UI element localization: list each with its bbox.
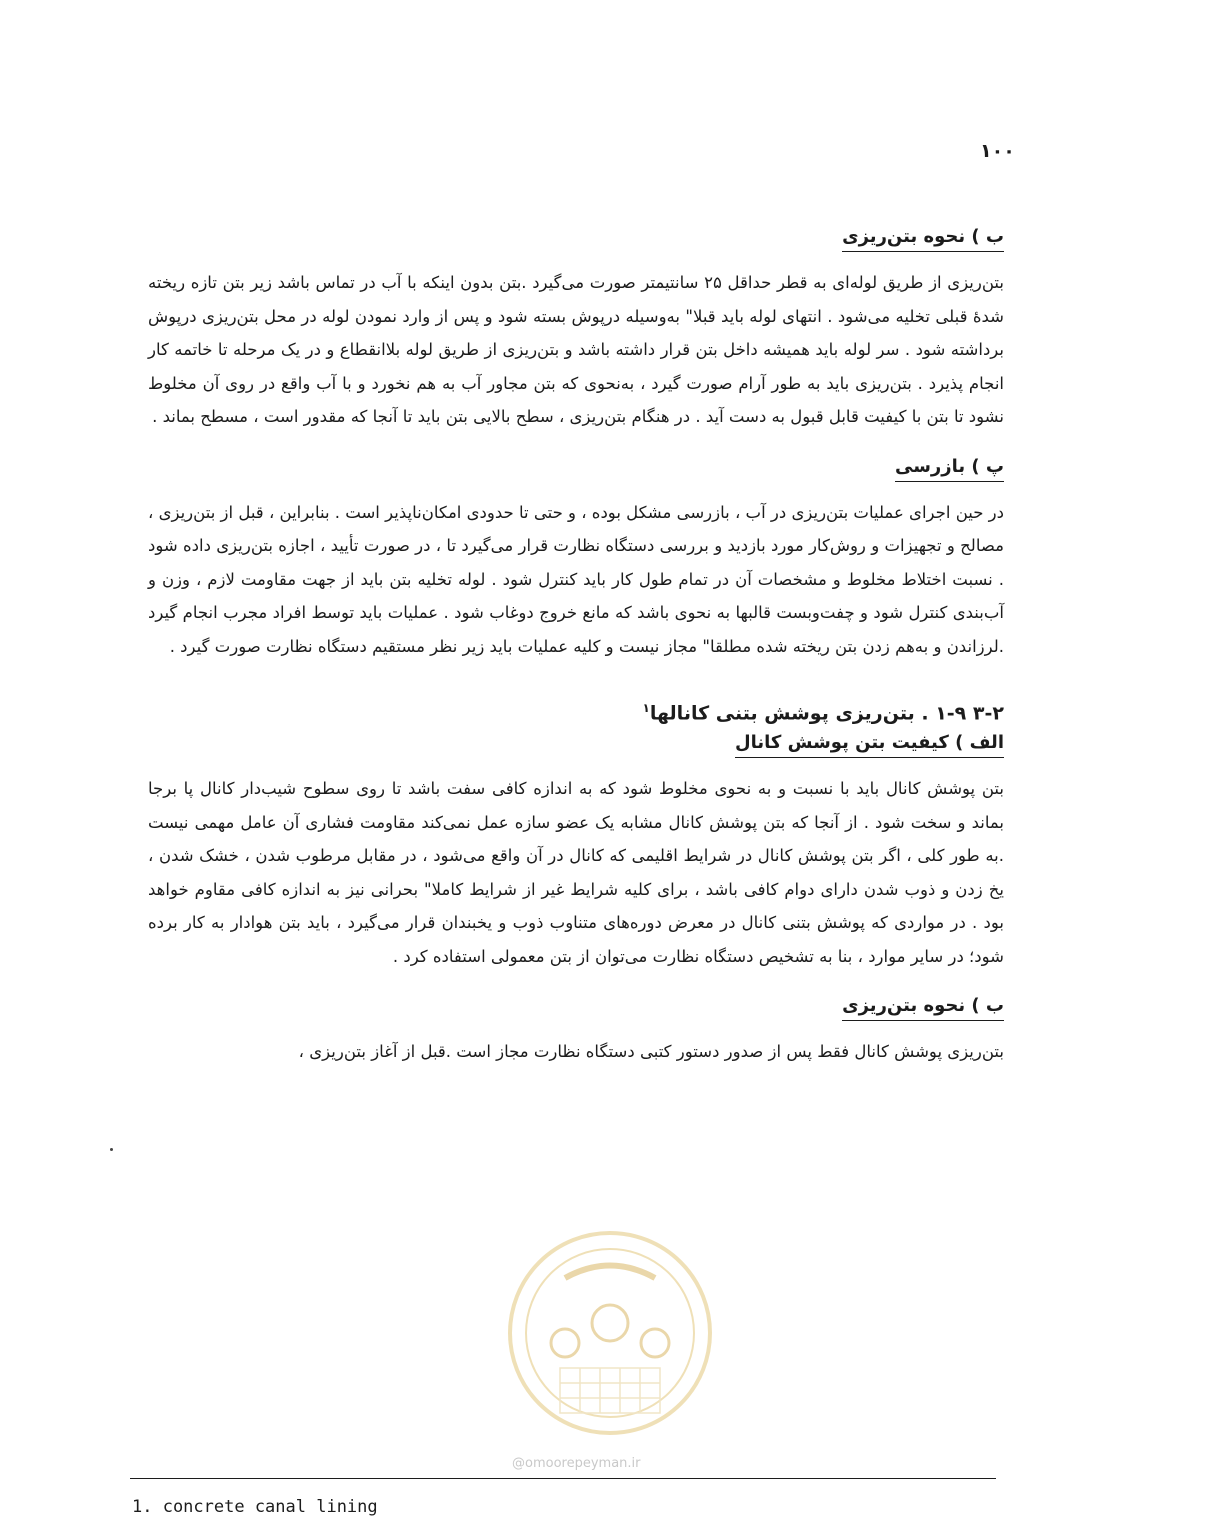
- section-heading-b2: ب ) نحوه بتن‌ریزی: [842, 995, 1004, 1021]
- paragraph-p1: در حین اجرای عملیات بتن‌ریزی در آب ، بازرسی مشکل بوده ، و حتی تا حدودی امکان‌ناپذیر است . بنابراین ، قبل از بتن‌ریزی ، مصالح و تجهیزات و روش‌کار مورد بازدید و بررسی دستگاه نظارت قرار می‌گیرد تا ، در صورت تأیید ، اجازه بتن‌ریزی داده شود . نسبت اختلاط مخلوط و مشخصات آن در تمام طول کار باید کنترل شود . لوله تخلیه بتن باید از جهت مقاومت لازم ، وزن و آب‌بندی کنترل شود و چفت‌وبست قالبها به نحوی باشد که مانع خروج دوغاب شود . عملیات باید توسط افراد مجرب انجام گیرد .لرزاندن و به‌هم زدن بتن ریخته شده مطلقا" مجاز نیست و کلیه عملیات باید زیر نظر مستقیم دستگاه نظارت صورت گیرد .: [148, 502, 1004, 656]
- main-section-title-text: ۳-۲ ۱-۹ . بتن‌ریزی پوشش بتنی کانالها: [649, 702, 1004, 725]
- stamp-logo: [505, 1228, 715, 1438]
- section-heading-alef: الف ) کیفیت بتن پوشش کانال: [735, 732, 1004, 758]
- section-heading-p1: پ ) بازرسی: [895, 456, 1004, 482]
- paragraph-b1: بتن‌ریزی از طریق لوله‌ای به قطر حداقل ۲۵ سانتیمتر صورت می‌گیرد .بتن بدون اینکه با آب در تماس باشد زیر بتن تازه ریخته شده‌ٔ قبلی تخلیه می‌شود . انتهای لوله باید قبلا" به‌وسیله درپوش بسته شود و پس از وارد نمودن لوله در محل بتن‌ریزی درپوش برداشته شود . سر لوله باید همیشه داخل بتن قرار داشته باشد و بتن‌ریزی از طریق لوله بلاانقطاع و در یک مرحله تا خاتمه کار انجام پذیرد . بتن‌ریزی باید به طور آرام صورت گیرد ، به‌نحوی که بتن مجاور آب به هم نخورد و با آب واقع در روی آن مخلوط نشود تا بتن با کیفیت قابل قبول به دست آید . در هنگام بتن‌ریزی ، سطح بالایی بتن باید تا آنجا که مقدور است ، مسطح بماند .: [148, 273, 1004, 426]
- main-section-title: [148, 701, 1004, 724]
- section-heading-b1: ب ) نحوه بتن‌ریزی: [842, 226, 1004, 252]
- watermark-text: @omoorepeyman.ir: [512, 1456, 641, 1471]
- document-body: [148, 226, 1004, 1069]
- page-number: ۱۰۰: [980, 140, 1015, 162]
- paragraph-alef: بتن پوشش کانال باید با نسبت و به نحوی مخلوط شود که به اندازه کافی سفت باشد تا روی سطوح شیب‌دار کانال پا برجا بماند و سخت شود . از آنجا که بتن پوشش کانال مشابه یک عضو سازه عمل نمی‌کند مقاومت فشاری آن عامل مهمی نیست .به طور کلی ، اگر بتن پوشش کانال در شرایط اقلیمی که کانال در آن واقع می‌شود ، در مقابل مرطوب شدن ، خشک شدن ، یخ زدن و ذوب شدن دارای دوام کافی باشد ، برای کلیه شرایط غیر از شرایط کاملا" بحرانی نیز به اندازه کافی مقاوم خواهد بود . در مواردی که پوشش بتنی کانال در معرض دوره‌های متناوب ذوب و یخبندان قرار می‌گیرد ، باید بتن هوادار به کار برده شود؛ در سایر موارد ، بنا به تشخیص دستگاه نظارت می‌توان از بتن معمولی استفاده کرد .: [148, 779, 1004, 966]
- stray-dot: [110, 1148, 113, 1151]
- footnote-text: 1. concrete canal lining: [132, 1497, 378, 1517]
- paragraph-b2: بتن‌ریزی پوشش کانال فقط پس از صدور دستور کتبی دستگاه نظارت مجاز است .قبل از آغاز بتن‌ریزی ،: [298, 1042, 1004, 1062]
- footnote-ref: ۱: [642, 701, 650, 715]
- footnote-divider: [130, 1478, 996, 1479]
